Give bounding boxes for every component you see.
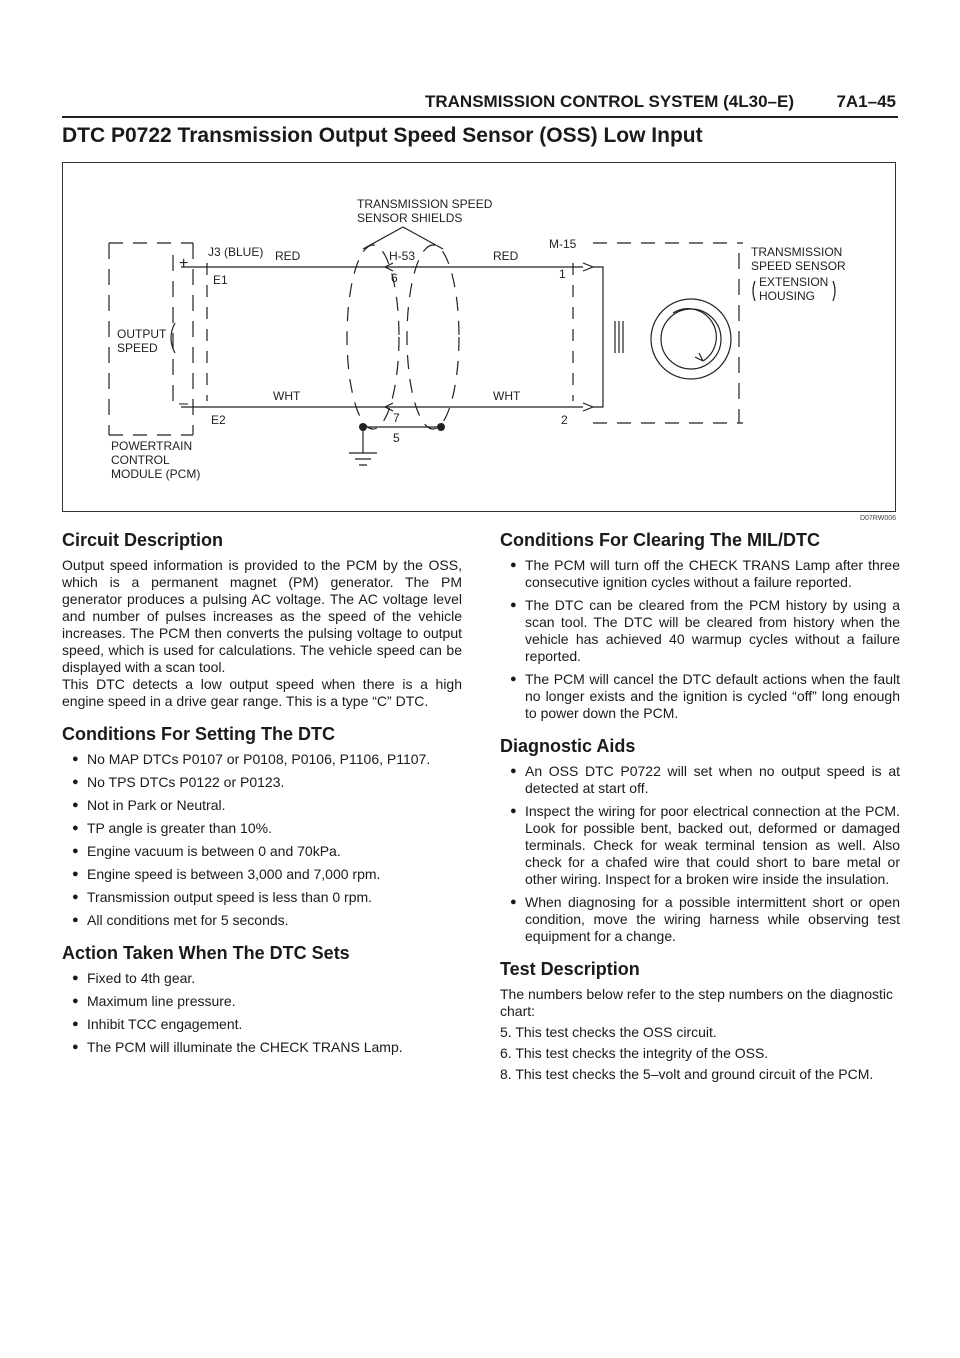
label-extension-housing: EXTENSION HOUSING (759, 275, 829, 303)
list-item: ● Fixed to 4th gear. (62, 970, 462, 987)
list-item: ● No MAP DTCs P0107 or P0108, P0106, P1106, P1107. (62, 751, 462, 768)
extension-brace-right (833, 281, 835, 301)
circuit-description-heading: Circuit Description (62, 530, 224, 550)
label-minus: – (179, 395, 188, 412)
m15-pin2-terminal (583, 403, 593, 411)
page-header (62, 88, 898, 118)
action-taken-heading: Action Taken When The DTC Sets (62, 943, 350, 963)
rotation-arrowhead (695, 353, 703, 361)
action-taken-section (62, 943, 462, 1056)
list-item: ● The PCM will cancel the DTC default actions when the fault no longer exists and the ignition is cycled “off” long enough to power down the PCM. (500, 671, 900, 722)
test-description-heading: Test Description (500, 959, 640, 979)
reluctor-gear (651, 299, 731, 379)
ground-splice-left (359, 423, 367, 431)
label-pin-e2: E2 (211, 413, 226, 427)
reluctor-gear-inner (661, 309, 721, 369)
label-pcm: POWERTRAIN CONTROL MODULE (PCM) (111, 439, 201, 481)
circuit-description-section (62, 530, 462, 710)
sensor-coil-core (615, 321, 623, 353)
conditions-clearing-section (500, 530, 900, 722)
ground-symbol (349, 427, 377, 465)
list-item: ● Inhibit TCC engagement. (62, 1016, 462, 1033)
list-item: ● Engine vacuum is between 0 and 70kPa. (62, 843, 462, 860)
rotation-arrow (673, 309, 716, 361)
list-item: ● TP angle is greater than 10%. (62, 820, 462, 837)
list-item: ● All conditions met for 5 seconds. (62, 912, 462, 929)
label-wht-right: WHT (493, 389, 521, 403)
test-description-intro: The numbers below refer to the step numbers on the diagnostic chart: (500, 986, 893, 1019)
label-pin-6: 6 (391, 271, 398, 285)
list-item: ● Not in Park or Neutral. (62, 797, 462, 814)
conditions-setting-heading: Conditions For Setting The DTC (62, 724, 335, 744)
list-item: ● Transmission output speed is less than 0 rpm. (62, 889, 462, 906)
page-title: DTC P0722 Transmission Output Speed Sensor (OSS) Low Input (62, 124, 703, 147)
label-shields: TRANSMISSION SPEED SENSOR SHIELDS (357, 197, 493, 225)
test-step: 8. This test checks the 5–volt and ground circuit of the PCM. (500, 1066, 874, 1082)
test-step: 6. This test checks the integrity of the OSS. (500, 1045, 769, 1061)
label-h53-connector: H-53 (389, 249, 416, 263)
right-column (500, 530, 900, 1097)
label-output-speed: OUTPUT SPEED (117, 327, 167, 355)
page-number: 7A1–45 (836, 92, 896, 111)
list-item: ● When diagnosing for a possible intermittent short or open condition, move the wiring harness while observing test equipment for a change. (500, 894, 900, 945)
conditions-setting-list (62, 751, 462, 929)
list-item: ● Engine speed is between 3,000 and 7,000 rpm. (62, 866, 462, 883)
label-plus: + (179, 255, 189, 272)
figure-id: D07RW006 (859, 515, 896, 522)
conditions-clearing-list (500, 557, 900, 722)
label-pin-1: 1 (559, 267, 566, 281)
diagnostic-aids-section (500, 736, 900, 945)
label-pin-7: 7 (393, 411, 400, 425)
action-taken-list (62, 970, 462, 1056)
label-pin-5: 5 (393, 431, 400, 445)
left-column (62, 530, 462, 1070)
label-red-right: RED (493, 249, 519, 263)
section-title: TRANSMISSION CONTROL SYSTEM (4L30–E) (424, 92, 794, 111)
label-transmission-speed-sensor: TRANSMISSION SPEED SENSOR (751, 245, 846, 273)
list-item: ● The PCM will turn off the CHECK TRANS Lamp after three consecutive ignition cycles without a failure reported. (500, 557, 900, 591)
list-item: ● The DTC can be cleared from the PCM history by using a scan tool. The DTC will be cleared from history when the vehicle has achieved 40 warmup cycles without a failure reported. (500, 597, 900, 665)
list-item: ● The PCM will illuminate the CHECK TRANS Lamp. (62, 1039, 462, 1056)
list-item: ● Maximum line pressure. (62, 993, 462, 1010)
test-description-section (500, 959, 900, 1083)
list-item: ● No TPS DTCs P0122 or P0123. (62, 774, 462, 791)
list-item: ● Inspect the wiring for poor electrical connection at the PCM. Look for possible bent, backed out, deformed or damaged terminals. Check for weak terminal tension as well. Also check for a chafed wire that could short to bare metal or other wiring. Inspect for a broken wire inside the insulation. (500, 803, 900, 888)
conditions-setting-section (62, 724, 462, 929)
circuit-description-para-1: Output speed information is provided to the PCM by the OSS, which is a permanent magnet (PM) generator. The PM generator produces a pulsing AC voltage. The AC voltage level and number of pulses increases as the speed of the vehicle increases. The PCM then converts the pulsing voltage to output speed, which is used for calculations. The vehicle speed can be displayed with a scan tool. (62, 557, 462, 675)
sensor-coil-lead (593, 267, 603, 407)
circuit-description-para-2: This DTC detects a low output speed when there is a high engine speed in a drive gear range. This is a type “C” DTC. (62, 676, 462, 709)
label-red-left: RED (275, 249, 301, 263)
conditions-clearing-heading: Conditions For Clearing The MIL/DTC (500, 530, 820, 550)
test-step: 5. This test checks the OSS circuit. (500, 1024, 717, 1040)
label-j3-connector: J3 (BLUE) (208, 245, 264, 259)
label-pin-2: 2 (561, 413, 568, 427)
label-m15-connector: M-15 (549, 237, 577, 251)
m15-pin1-terminal (583, 263, 593, 271)
ground-splice-right (437, 423, 445, 431)
list-item: ● An OSS DTC P0722 will set when no output speed is at detected at start off. (500, 763, 900, 797)
diagnostic-aids-list (500, 763, 900, 945)
diagnostic-aids-heading: Diagnostic Aids (500, 736, 636, 756)
label-pin-e1: E1 (213, 273, 228, 287)
extension-brace-left (753, 281, 755, 301)
label-wht-left: WHT (273, 389, 301, 403)
wiring-diagram (62, 162, 896, 512)
shield-right (407, 245, 459, 429)
